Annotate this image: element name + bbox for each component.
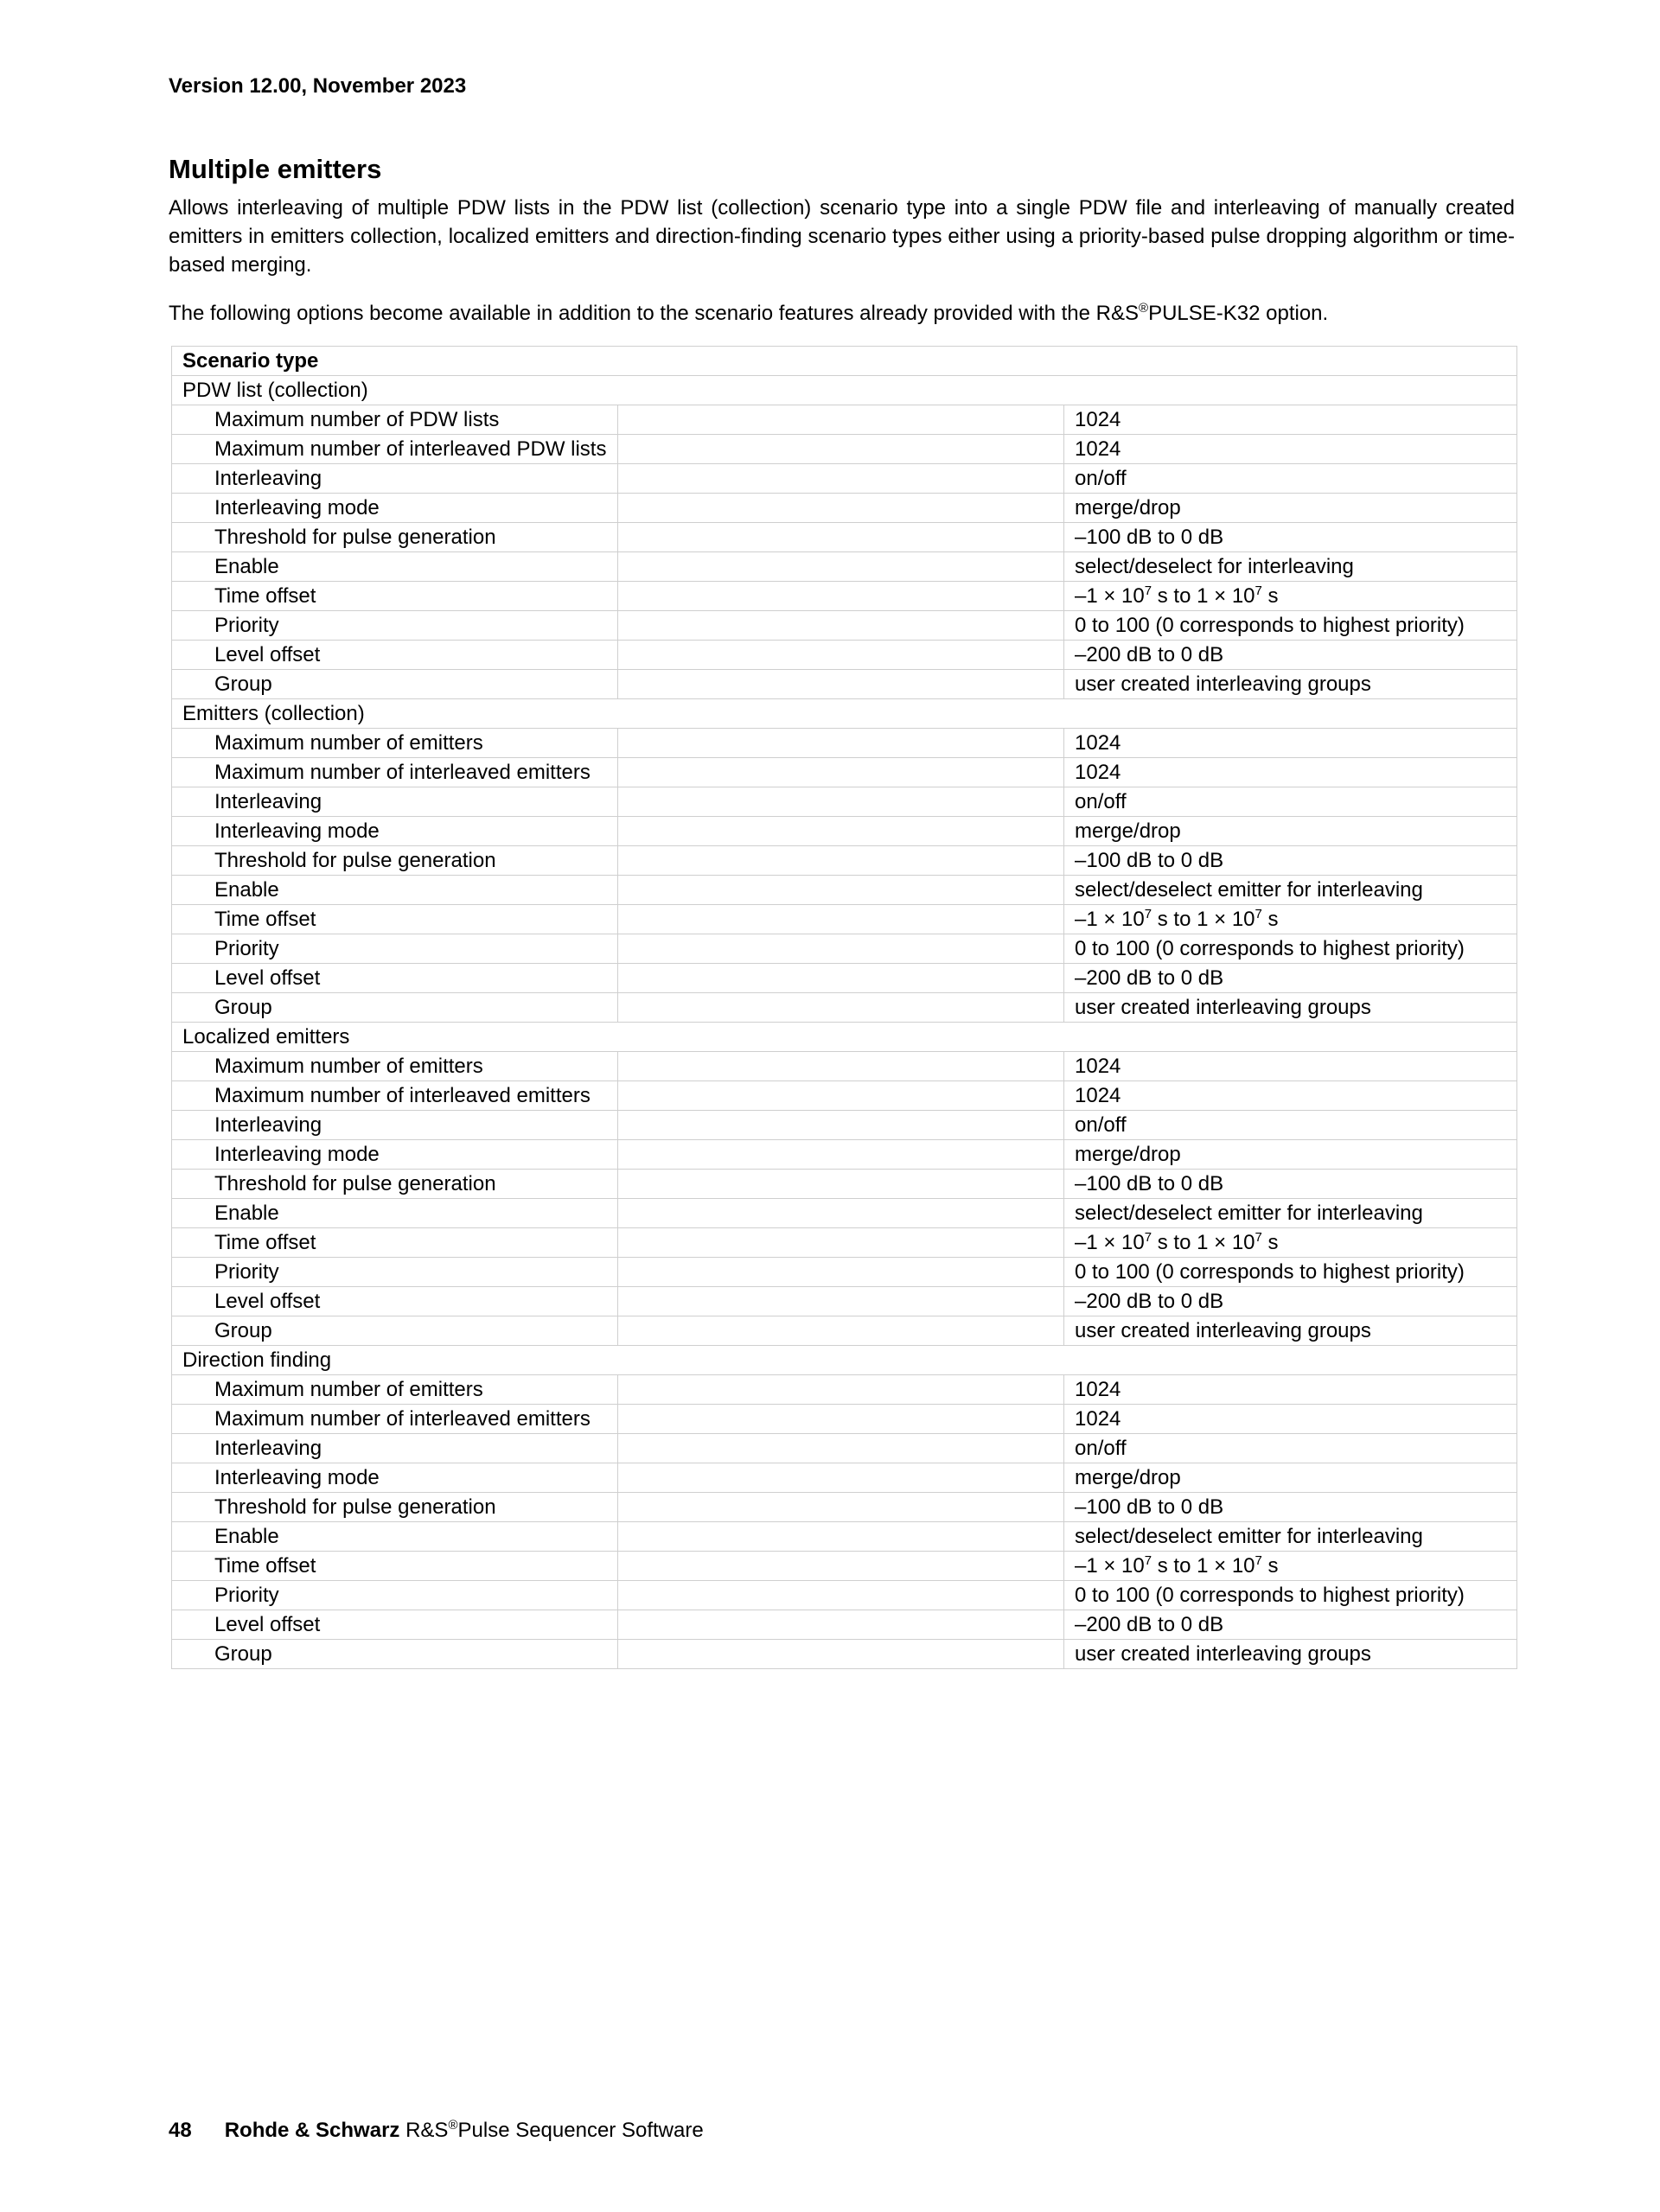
table-row: [172, 523, 1517, 552]
parameter-cell: Time offset: [172, 582, 618, 611]
value-cell: 1024: [1064, 758, 1517, 787]
table-row: [172, 494, 1517, 523]
empty-cell: [618, 1610, 1064, 1640]
table-row: [172, 464, 1517, 494]
parameter-cell: Group: [172, 1316, 618, 1346]
table-row: [172, 758, 1517, 787]
empty-cell: [618, 964, 1064, 993]
parameter-cell: Level offset: [172, 1287, 618, 1316]
options-text-after: PULSE-K32 option.: [1148, 302, 1329, 325]
parameter-cell: Priority: [172, 611, 618, 641]
parameter-cell: Threshold for pulse generation: [172, 1170, 618, 1199]
table-row: [172, 552, 1517, 582]
value-cell: –100 dB to 0 dB: [1064, 1170, 1517, 1199]
parameter-cell: Priority: [172, 934, 618, 964]
empty-cell: [618, 464, 1064, 494]
empty-cell: [618, 1140, 1064, 1170]
parameter-cell: Maximum number of interleaved PDW lists: [172, 435, 618, 464]
table-row: [172, 405, 1517, 435]
exponent: 7: [1144, 907, 1152, 921]
table-row: [172, 1640, 1517, 1669]
table-row: [172, 1081, 1517, 1111]
parameter-cell: Level offset: [172, 964, 618, 993]
value-cell: –200 dB to 0 dB: [1064, 964, 1517, 993]
empty-cell: [618, 1258, 1064, 1287]
section-title: Multiple emitters: [169, 154, 382, 184]
empty-cell: [618, 993, 1064, 1023]
parameter-cell: Time offset: [172, 1552, 618, 1581]
empty-cell: [618, 1375, 1064, 1405]
value-cell: select/deselect emitter for interleaving: [1064, 876, 1517, 905]
page-footer: [169, 2119, 704, 2143]
table-row: [172, 993, 1517, 1023]
value-cell: select/deselect emitter for interleaving: [1064, 1522, 1517, 1552]
scenario-group-name: PDW list (collection): [172, 376, 1517, 405]
table-row: [172, 1316, 1517, 1346]
empty-cell: [618, 611, 1064, 641]
table-row: [172, 1405, 1517, 1434]
parameter-cell: Interleaving: [172, 464, 618, 494]
exponent: 7: [1255, 1230, 1262, 1245]
value-cell: on/off: [1064, 464, 1517, 494]
value-cell: –100 dB to 0 dB: [1064, 846, 1517, 876]
value-cell: $-1 \times 10^7$ s to $1 \times 10^7$ s: [1064, 905, 1517, 934]
value-cell: –200 dB to 0 dB: [1064, 1610, 1517, 1640]
parameter-cell: Maximum number of PDW lists: [172, 405, 618, 435]
intro-paragraph: Allows interleaving of multiple PDW lists in the PDW list (collection) scenario type into a single PDW file and interleaving of manually created emitters in emitters collection, localized emitters and direction-finding scenario types either using a priority-based pulse dropping algorithm or time-based merging.: [169, 196, 1515, 277]
empty-cell: [618, 1405, 1064, 1434]
value-cell: 0 to 100 (0 corresponds to highest priority): [1064, 611, 1517, 641]
table-row: [172, 787, 1517, 817]
footer-registered-mark: ®: [448, 2118, 458, 2132]
exponent: 7: [1255, 583, 1262, 598]
parameter-cell: Maximum number of interleaved emitters: [172, 1405, 618, 1434]
value-cell: 1024: [1064, 1081, 1517, 1111]
table-row: [172, 1287, 1517, 1316]
parameter-cell: Maximum number of emitters: [172, 1375, 618, 1405]
empty-cell: [618, 1199, 1064, 1228]
parameter-cell: Time offset: [172, 1228, 618, 1258]
empty-cell: [618, 1552, 1064, 1581]
empty-cell: [618, 552, 1064, 582]
parameter-cell: Enable: [172, 876, 618, 905]
table-header-row: [172, 347, 1517, 376]
table-row: [172, 1375, 1517, 1405]
parameter-cell: Enable: [172, 552, 618, 582]
value-cell: on/off: [1064, 787, 1517, 817]
table-row: [172, 729, 1517, 758]
table-row: [172, 934, 1517, 964]
parameter-cell: Interleaving mode: [172, 1463, 618, 1493]
table-row: [172, 1258, 1517, 1287]
value-cell: 1024: [1064, 405, 1517, 435]
table-row: [172, 1140, 1517, 1170]
parameter-cell: Level offset: [172, 641, 618, 670]
table-row: [172, 670, 1517, 699]
value-cell: user created interleaving groups: [1064, 993, 1517, 1023]
empty-cell: [618, 494, 1064, 523]
table-row: [172, 435, 1517, 464]
value-cell: 0 to 100 (0 corresponds to highest priority): [1064, 934, 1517, 964]
value-cell: –200 dB to 0 dB: [1064, 1287, 1517, 1316]
empty-cell: [618, 1316, 1064, 1346]
registered-mark: ®: [1139, 301, 1149, 316]
table-row: [172, 641, 1517, 670]
parameter-cell: Priority: [172, 1581, 618, 1610]
exponent: 7: [1255, 907, 1262, 921]
empty-cell: [618, 1434, 1064, 1463]
value-cell: –100 dB to 0 dB: [1064, 523, 1517, 552]
parameter-cell: Time offset: [172, 905, 618, 934]
table-row: [172, 1610, 1517, 1640]
table-row: [172, 905, 1517, 934]
parameter-cell: Threshold for pulse generation: [172, 1493, 618, 1522]
value-cell: user created interleaving groups: [1064, 670, 1517, 699]
value-cell: merge/drop: [1064, 1463, 1517, 1493]
table-row: [172, 1463, 1517, 1493]
empty-cell: [618, 729, 1064, 758]
parameter-cell: Interleaving mode: [172, 817, 618, 846]
value-cell: 1024: [1064, 1375, 1517, 1405]
value-cell: –100 dB to 0 dB: [1064, 1493, 1517, 1522]
value-cell: $-1 \times 10^7$ s to $1 \times 10^7$ s: [1064, 582, 1517, 611]
value-cell: 1024: [1064, 435, 1517, 464]
parameter-cell: Maximum number of interleaved emitters: [172, 758, 618, 787]
exponent: 7: [1144, 1230, 1152, 1245]
parameter-cell: Level offset: [172, 1610, 618, 1640]
value-cell: 1024: [1064, 1405, 1517, 1434]
scenario-spec-table: [171, 346, 1517, 1669]
table-row: [172, 876, 1517, 905]
parameter-cell: Group: [172, 1640, 618, 1669]
scenario-group-row: [172, 699, 1517, 729]
page-number: 48: [169, 2119, 192, 2142]
options-paragraph: [169, 299, 1552, 328]
table-row: [172, 1581, 1517, 1610]
table-row: [172, 1170, 1517, 1199]
parameter-cell: Interleaving mode: [172, 1140, 618, 1170]
table-row: [172, 611, 1517, 641]
footer-product-prefix: R&S: [405, 2119, 449, 2142]
empty-cell: [618, 1581, 1064, 1610]
table-header: Scenario type: [172, 347, 1517, 376]
parameter-cell: Enable: [172, 1199, 618, 1228]
table-row: [172, 846, 1517, 876]
empty-cell: [618, 876, 1064, 905]
scenario-group-name: Emitters (collection): [172, 699, 1517, 729]
value-cell: select/deselect for interleaving: [1064, 552, 1517, 582]
value-cell: select/deselect emitter for interleaving: [1064, 1199, 1517, 1228]
table-row: [172, 1111, 1517, 1140]
table-row: [172, 1522, 1517, 1552]
empty-cell: [618, 934, 1064, 964]
table-row: [172, 1052, 1517, 1081]
parameter-cell: Maximum number of emitters: [172, 1052, 618, 1081]
empty-cell: [618, 1493, 1064, 1522]
value-cell: merge/drop: [1064, 817, 1517, 846]
empty-cell: [618, 405, 1064, 435]
empty-cell: [618, 905, 1064, 934]
empty-cell: [618, 787, 1064, 817]
parameter-cell: Interleaving: [172, 1434, 618, 1463]
empty-cell: [618, 435, 1064, 464]
parameter-cell: Group: [172, 993, 618, 1023]
table-row: [172, 1493, 1517, 1522]
empty-cell: [618, 758, 1064, 787]
value-cell: 0 to 100 (0 corresponds to highest priority): [1064, 1581, 1517, 1610]
scenario-group-name: Localized emitters: [172, 1023, 1517, 1052]
value-cell: 0 to 100 (0 corresponds to highest priority): [1064, 1258, 1517, 1287]
value-cell: on/off: [1064, 1111, 1517, 1140]
parameter-cell: Maximum number of emitters: [172, 729, 618, 758]
footer-product-name: Pulse Sequencer Software: [457, 2119, 704, 2142]
parameter-cell: Interleaving mode: [172, 494, 618, 523]
scenario-group-row: [172, 1023, 1517, 1052]
value-cell: –200 dB to 0 dB: [1064, 641, 1517, 670]
parameter-cell: Group: [172, 670, 618, 699]
scenario-group-row: [172, 376, 1517, 405]
empty-cell: [618, 1170, 1064, 1199]
empty-cell: [618, 582, 1064, 611]
exponent: 7: [1255, 1553, 1262, 1568]
empty-cell: [618, 1287, 1064, 1316]
table-row: [172, 1434, 1517, 1463]
parameter-cell: Maximum number of interleaved emitters: [172, 1081, 618, 1111]
value-cell: merge/drop: [1064, 494, 1517, 523]
empty-cell: [618, 1228, 1064, 1258]
empty-cell: [618, 1463, 1064, 1493]
spec-table-body: [172, 347, 1517, 1669]
empty-cell: [618, 1081, 1064, 1111]
empty-cell: [618, 1052, 1064, 1081]
value-cell: 1024: [1064, 1052, 1517, 1081]
table-row: [172, 1552, 1517, 1581]
empty-cell: [618, 523, 1064, 552]
table-row: [172, 582, 1517, 611]
table-row: [172, 1199, 1517, 1228]
value-cell: $-1 \times 10^7$ s to $1 \times 10^7$ s: [1064, 1552, 1517, 1581]
table-row: [172, 1228, 1517, 1258]
exponent: 7: [1144, 1553, 1152, 1568]
parameter-cell: Interleaving: [172, 787, 618, 817]
options-text-before: The following options become available in addition to the scenario features already provided with the R&S: [169, 302, 1139, 325]
footer-brand: Rohde & Schwarz: [224, 2119, 400, 2142]
table-row: [172, 964, 1517, 993]
value-cell: $-1 \times 10^7$ s to $1 \times 10^7$ s: [1064, 1228, 1517, 1258]
empty-cell: [618, 670, 1064, 699]
empty-cell: [618, 641, 1064, 670]
empty-cell: [618, 1522, 1064, 1552]
empty-cell: [618, 817, 1064, 846]
parameter-cell: Interleaving: [172, 1111, 618, 1140]
scenario-group-name: Direction finding: [172, 1346, 1517, 1375]
parameter-cell: Priority: [172, 1258, 618, 1287]
exponent: 7: [1144, 583, 1152, 598]
value-cell: merge/drop: [1064, 1140, 1517, 1170]
value-cell: user created interleaving groups: [1064, 1316, 1517, 1346]
parameter-cell: Threshold for pulse generation: [172, 523, 618, 552]
version-line: Version 12.00, November 2023: [169, 74, 467, 98]
empty-cell: [618, 846, 1064, 876]
value-cell: user created interleaving groups: [1064, 1640, 1517, 1669]
parameter-cell: Threshold for pulse generation: [172, 846, 618, 876]
value-cell: on/off: [1064, 1434, 1517, 1463]
empty-cell: [618, 1111, 1064, 1140]
value-cell: 1024: [1064, 729, 1517, 758]
table-row: [172, 817, 1517, 846]
parameter-cell: Enable: [172, 1522, 618, 1552]
scenario-group-row: [172, 1346, 1517, 1375]
empty-cell: [618, 1640, 1064, 1669]
